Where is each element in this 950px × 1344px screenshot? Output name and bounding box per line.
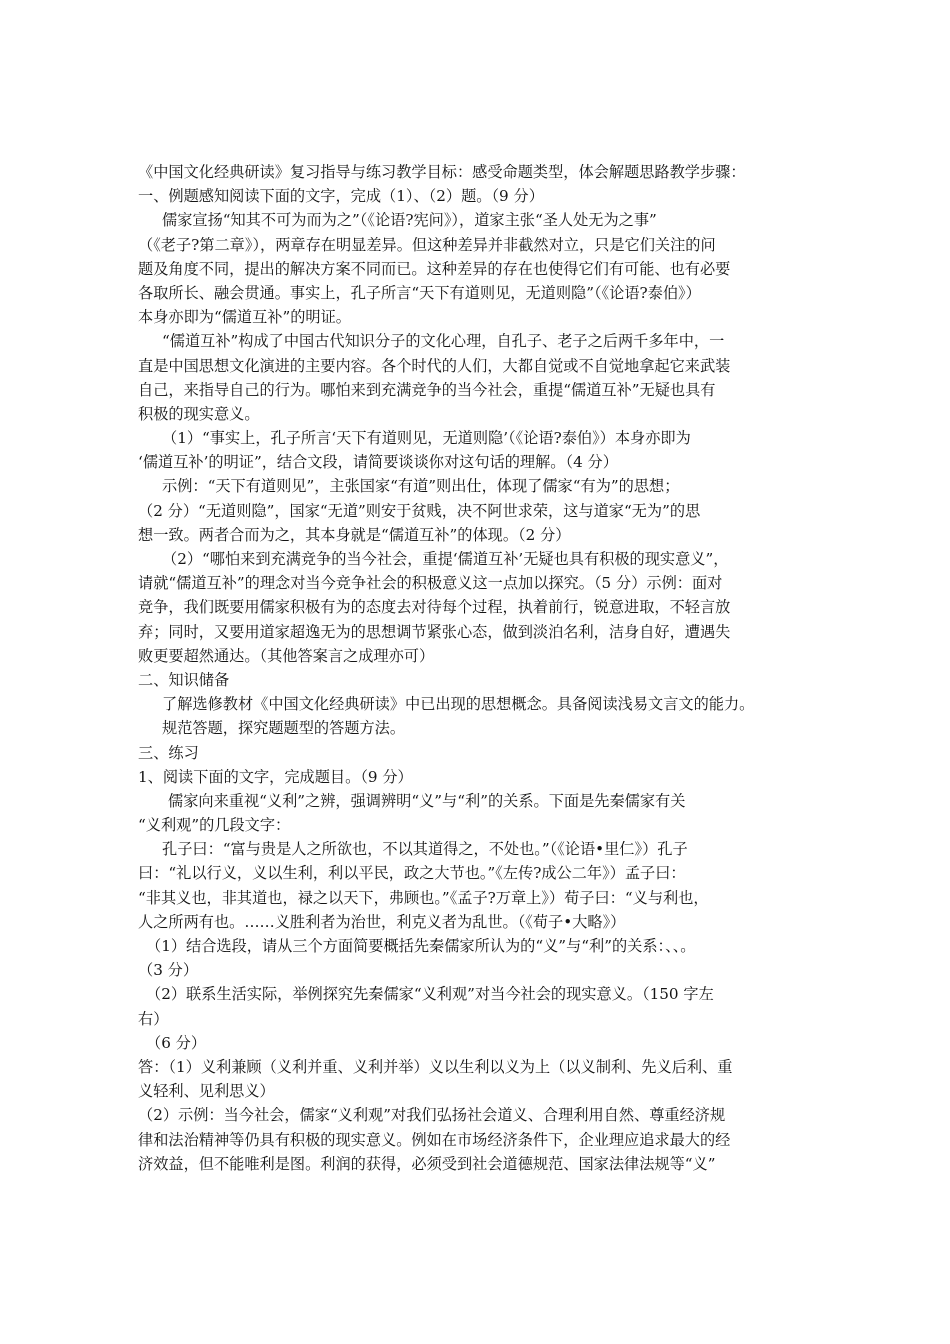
text-line: 规范答题，探究题题型的答题方法。 bbox=[162, 719, 405, 738]
text-line: 本身亦即为“儒道互补”的明证。 bbox=[138, 308, 351, 327]
text-line: 题及角度不同，提出的解决方案不同而已。这种差异的存在也使得它们有可能、也有必要 bbox=[138, 259, 731, 278]
text-line: 一、例题感知阅读下面的文字，完成（1）、（2）题。（9 分） bbox=[138, 187, 544, 206]
text-line: （1）“事实上，孔子所言‘天下有道则见，无道则隐’（《论语?泰伯》）本身亦即为 bbox=[162, 429, 691, 448]
text-line: 律和法治精神等仍具有积极的现实意义。例如在市场经济条件下，企业理应追求最大的经 bbox=[138, 1130, 731, 1149]
text-line: “儒道互补”构成了中国古代知识分子的文化心理，自孔子、老子之后两千多年中，一 bbox=[162, 332, 725, 351]
text-line: （2）示例：当今社会，儒家“义利观”对我们弘扬社会道义、合理利用自然、尊重经济规 bbox=[138, 1106, 726, 1125]
text-line: 答：（1）义利兼顾（义利并重、义利并举）义以生利以义为上（以义制利、先义后利、重 bbox=[138, 1057, 733, 1076]
text-line: 竞争，我们既要用儒家积极有为的态度去对待每个过程，执着前行，锐意进取，不轻言放 bbox=[138, 598, 731, 617]
text-line: 二、知识储备 bbox=[138, 670, 230, 689]
text-line: 想一致。两者合而为之，其本身就是“儒道互补”的体现。（2 分） bbox=[138, 525, 571, 544]
text-line: （《老子?第二章》），两章存在明显差异。但这种差异并非截然对立，只是它们关注的问 bbox=[138, 235, 716, 254]
text-line: 义轻利、见利思义） bbox=[138, 1082, 275, 1101]
text-line: 自己，来指导自己的行为。哪怕来到充满竞争的当今社会，重提“儒道互补”无疑也具有 bbox=[138, 380, 716, 399]
text-line: 直是中国思想文化演进的主要内容。各个时代的人们，大都自觉或不自觉地拿起它来武装 bbox=[138, 356, 731, 375]
text-line: 各取所长、融会贯通。事实上，孔子所言“天下有道则见，无道则隐”（《论语?泰伯》） bbox=[138, 283, 701, 302]
text-line: （2）“哪怕来到充满竞争的当今社会，重提‘儒道互补’无疑也具有积极的现实意义”， bbox=[162, 550, 729, 568]
text-line: 弃；同时，又要用道家超逸无为的思想调节紧张心态，做到淡泊名利，洁身自好，遭遇失 bbox=[138, 622, 731, 641]
text-line: 示例：“天下有道则见”，主张国家“有道”则出仕，体现了儒家“有为”的思想； bbox=[162, 477, 680, 496]
text-line: 右） bbox=[138, 1009, 169, 1028]
document-body bbox=[138, 160, 818, 1176]
text-line: （1）结合选段，请从三个方面简要概括先秦儒家所认为的“义”与“利”的关系：、、。 bbox=[146, 937, 696, 955]
text-line: 败更要超然通达。（其他答案言之成理亦可） bbox=[138, 646, 435, 665]
text-line: （3 分） bbox=[138, 961, 199, 980]
text-line: “义利观”的几段文字： bbox=[138, 816, 291, 835]
text-line: 三、练习 bbox=[138, 743, 199, 762]
text-line: 1、阅读下面的文字，完成题目。（9 分） bbox=[138, 767, 413, 786]
text-line: 孔子曰：“富与贵是人之所欲也，不以其道得之，不处也。”（《论语•里仁》）孔子 bbox=[162, 840, 688, 859]
text-line: 人之所两有也。……义胜利者为治世，利克义者为乱世。（《荀子•大略》） bbox=[138, 912, 626, 931]
text-line: 了解选修教材《中国文化经典研读》中已出现的思想概念。具备阅读浅易文言文的能力。 bbox=[162, 695, 755, 714]
text-line: 济效益，但不能唯利是图。利润的获得，必须受到社会道德规范、国家法律法规等“义” bbox=[138, 1154, 716, 1173]
text-line: 儒家宣扬“知其不可为而为之”（《论语?宪问》），道家主张“圣人处无为之事” bbox=[162, 211, 657, 230]
text-line: 积极的现实意义。 bbox=[138, 404, 260, 423]
text-line: 儒家向来重视“义利”之辨，强调辨明“义”与“利”的关系。下面是先秦儒家有关 bbox=[168, 791, 686, 810]
text-line: 曰：“礼以行义，义以生利，利以平民，政之大节也。”《左传?成公二年》）孟子曰： bbox=[138, 864, 686, 883]
text-line: ‘儒道互补’的明证”，结合文段，请简要谈谈你对这句话的理解。（4 分） bbox=[138, 453, 618, 472]
text-line: （6 分） bbox=[146, 1033, 207, 1052]
text-line: （2）联系生活实际，举例探究先秦儒家“义利观”对当今社会的现实意义。（150 字左 bbox=[146, 985, 714, 1004]
text-line: 《中国文化经典研读》复习指导与练习教学目标：感受命题类型，体会解题思路教学步骤： bbox=[138, 163, 746, 181]
text-line: “非其义也，非其道也，禄之以天下，弗顾也。”《孟子?万章上》）荀子曰：“义与利也， bbox=[138, 888, 709, 907]
text-line: （2 分）“无道则隐”，国家“无道”则安于贫贱，决不阿世求荣，这与道家“无为”的思 bbox=[138, 501, 701, 520]
text-line: 请就“儒道互补”的理念对当今竞争社会的积极意义这一点加以探究。（5 分）示例：面对 bbox=[138, 574, 723, 593]
